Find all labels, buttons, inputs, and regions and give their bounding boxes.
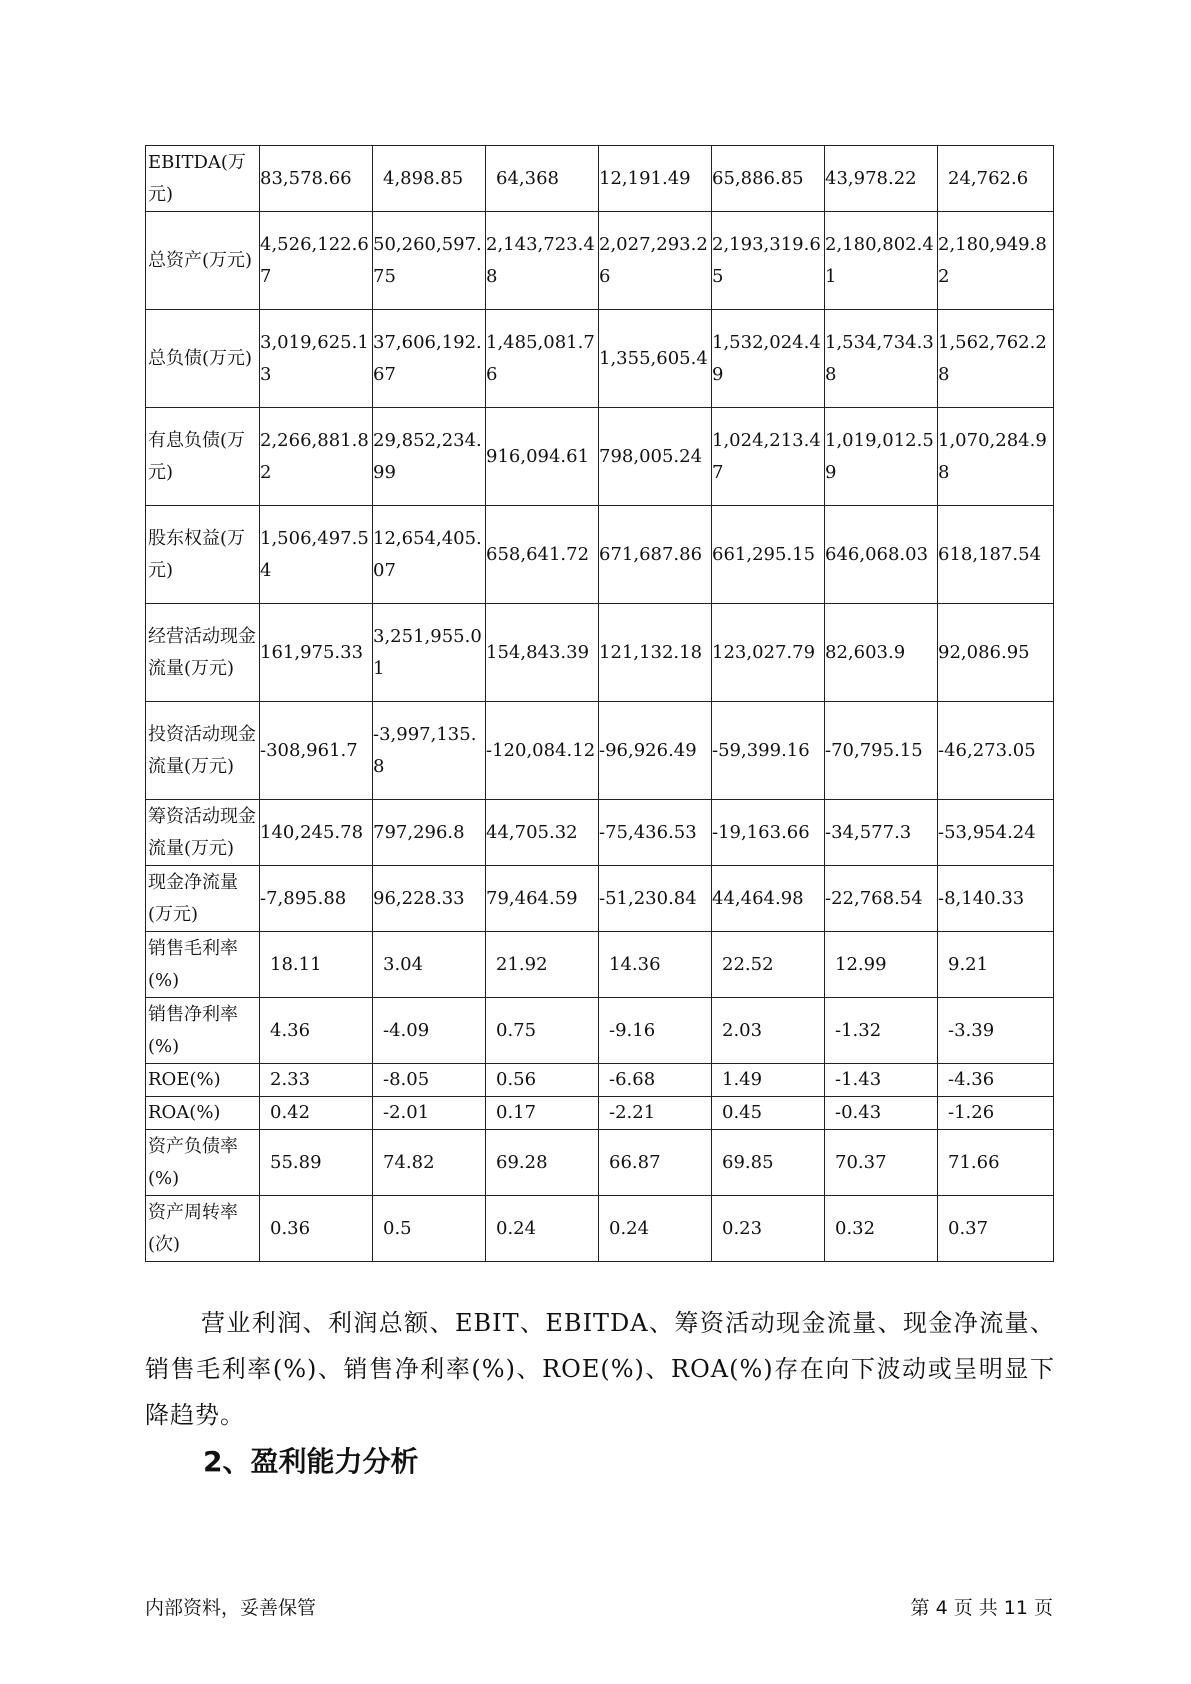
table-cell: 44,705.32	[486, 800, 599, 866]
row-label: 销售净利率(%)	[146, 998, 260, 1064]
table-cell: 0.56	[486, 1064, 599, 1097]
table-row	[146, 310, 1054, 408]
table-cell: 12.99	[825, 932, 938, 998]
table-cell: 92,086.95	[938, 604, 1054, 702]
table-cell: 2,193,319.65	[712, 212, 825, 310]
table-cell: -3,997,135.8	[373, 702, 486, 800]
table-cell: 82,603.9	[825, 604, 938, 702]
row-label: 经营活动现金流量(万元)	[146, 604, 260, 702]
table-cell: 12,654,405.07	[373, 506, 486, 604]
table-cell: 1,070,284.98	[938, 408, 1054, 506]
table-cell: 154,843.39	[486, 604, 599, 702]
row-label: 现金净流量(万元)	[146, 866, 260, 932]
table-cell: 12,191.49	[599, 146, 712, 212]
table-cell: 2,266,881.82	[260, 408, 373, 506]
table-cell: -19,163.66	[712, 800, 825, 866]
row-label: 资产负债率(%)	[146, 1130, 260, 1196]
table-cell: 0.42	[260, 1097, 373, 1130]
table-row	[146, 866, 1054, 932]
row-label: 筹资活动现金流量(万元)	[146, 800, 260, 866]
table-cell: 3,019,625.13	[260, 310, 373, 408]
footer-page-number: 第 4 页 共 11 页	[910, 1597, 1053, 1619]
table-cell: -22,768.54	[825, 866, 938, 932]
table-cell: 83,578.66	[260, 146, 373, 212]
table-row	[146, 408, 1054, 506]
table-cell: 0.5	[373, 1196, 486, 1262]
table-cell: 1,355,605.4	[599, 310, 712, 408]
row-label: 总资产(万元)	[146, 212, 260, 310]
table-cell: -46,273.05	[938, 702, 1054, 800]
table-cell: 0.24	[486, 1196, 599, 1262]
table-cell: 618,187.54	[938, 506, 1054, 604]
table-cell: 69.28	[486, 1130, 599, 1196]
table-cell: 0.37	[938, 1196, 1054, 1262]
table-cell: 658,641.72	[486, 506, 599, 604]
table-cell: 70.37	[825, 1130, 938, 1196]
table-cell: -8,140.33	[938, 866, 1054, 932]
table-cell: 0.24	[599, 1196, 712, 1262]
row-label: 投资活动现金流量(万元)	[146, 702, 260, 800]
table-cell: -34,577.3	[825, 800, 938, 866]
table-row	[146, 702, 1054, 800]
table-cell: 0.32	[825, 1196, 938, 1262]
table-cell: 2,180,802.41	[825, 212, 938, 310]
table-cell: 1,534,734.38	[825, 310, 938, 408]
summary-paragraph: 营业利润、利润总额、EBIT、EBITDA、筹资活动现金流量、现金净流量、销售毛利率(%)、销售净利率(%)、ROE(%)、ROA(%)存在向下波动或呈明显下降趋势。	[145, 1309, 1055, 1429]
table-cell: 140,245.78	[260, 800, 373, 866]
table-cell: 65,886.85	[712, 146, 825, 212]
table-row	[146, 800, 1054, 866]
row-label: 总负债(万元)	[146, 310, 260, 408]
table-cell: 916,094.61	[486, 408, 599, 506]
financial-indicator-table	[145, 145, 1054, 1262]
table-cell: 2,180,949.82	[938, 212, 1054, 310]
table-cell: -7,895.88	[260, 866, 373, 932]
table-cell: -120,084.12	[486, 702, 599, 800]
table-cell: 69.85	[712, 1130, 825, 1196]
table-cell: 1,485,081.76	[486, 310, 599, 408]
table-cell: 64,368	[486, 146, 599, 212]
table-row	[146, 506, 1054, 604]
row-label: 销售毛利率(%)	[146, 932, 260, 998]
table-cell: -59,399.16	[712, 702, 825, 800]
row-label: 资产周转率(次)	[146, 1196, 260, 1262]
table-body	[146, 146, 1054, 1262]
table-cell: -2.21	[599, 1097, 712, 1130]
table-cell: 96,228.33	[373, 866, 486, 932]
table-cell: 43,978.22	[825, 146, 938, 212]
table-row	[146, 146, 1054, 212]
table-cell: 4.36	[260, 998, 373, 1064]
row-label: EBITDA(万元)	[146, 146, 260, 212]
table-cell: 1,024,213.47	[712, 408, 825, 506]
table-cell: 0.75	[486, 998, 599, 1064]
table-cell: 9.21	[938, 932, 1054, 998]
table-cell: 121,132.18	[599, 604, 712, 702]
table-row	[146, 604, 1054, 702]
footer-confidential-note: 内部资料，妥善保管	[145, 1597, 317, 1619]
table-cell: -51,230.84	[599, 866, 712, 932]
table-cell: -1.43	[825, 1064, 938, 1097]
table-cell: 24,762.6	[938, 146, 1054, 212]
table-cell: -9.16	[599, 998, 712, 1064]
table-cell: -75,436.53	[599, 800, 712, 866]
table-cell: -6.68	[599, 1064, 712, 1097]
table-cell: -4.09	[373, 998, 486, 1064]
table-cell: 3,251,955.01	[373, 604, 486, 702]
table-cell: 0.23	[712, 1196, 825, 1262]
table-row	[146, 212, 1054, 310]
table-cell: 1.49	[712, 1064, 825, 1097]
table-cell: 50,260,597.75	[373, 212, 486, 310]
table-cell: 2,027,293.26	[599, 212, 712, 310]
table-cell: 646,068.03	[825, 506, 938, 604]
table-cell: 1,506,497.54	[260, 506, 373, 604]
table-cell: 1,532,024.49	[712, 310, 825, 408]
row-label: ROA(%)	[146, 1097, 260, 1130]
row-label: 股东权益(万元)	[146, 506, 260, 604]
table-cell: -8.05	[373, 1064, 486, 1097]
table-cell: 79,464.59	[486, 866, 599, 932]
table-cell: 1,019,012.59	[825, 408, 938, 506]
table-cell: 671,687.86	[599, 506, 712, 604]
table-cell: 0.17	[486, 1097, 599, 1130]
table-cell: 797,296.8	[373, 800, 486, 866]
table-cell: 14.36	[599, 932, 712, 998]
table-cell: -3.39	[938, 998, 1054, 1064]
table-cell: -4.36	[938, 1064, 1054, 1097]
table-row	[146, 1064, 1054, 1097]
table-cell: -96,926.49	[599, 702, 712, 800]
table-cell: -53,954.24	[938, 800, 1054, 866]
table-cell: 18.11	[260, 932, 373, 998]
table-cell: 3.04	[373, 932, 486, 998]
table-row	[146, 998, 1054, 1064]
table-row	[146, 1196, 1054, 1262]
table-cell: 0.36	[260, 1196, 373, 1262]
table-cell: -308,961.7	[260, 702, 373, 800]
table-cell: 55.89	[260, 1130, 373, 1196]
row-label: 有息负债(万元)	[146, 408, 260, 506]
table-cell: 74.82	[373, 1130, 486, 1196]
table-row	[146, 1097, 1054, 1130]
table-cell: -0.43	[825, 1097, 938, 1130]
table-cell: -2.01	[373, 1097, 486, 1130]
table-cell: 2,143,723.48	[486, 212, 599, 310]
table-row	[146, 932, 1054, 998]
table-cell: 2.33	[260, 1064, 373, 1097]
table-cell: 66.87	[599, 1130, 712, 1196]
table-cell: 37,606,192.67	[373, 310, 486, 408]
table-cell: 22.52	[712, 932, 825, 998]
table-cell: -1.26	[938, 1097, 1054, 1130]
table-cell: 661,295.15	[712, 506, 825, 604]
table-cell: 1,562,762.28	[938, 310, 1054, 408]
table-cell: 798,005.24	[599, 408, 712, 506]
table-cell: 4,898.85	[373, 146, 486, 212]
table-cell: 29,852,234.99	[373, 408, 486, 506]
table-cell: 44,464.98	[712, 866, 825, 932]
table-cell: 123,027.79	[712, 604, 825, 702]
table-cell: 21.92	[486, 932, 599, 998]
table-cell: 161,975.33	[260, 604, 373, 702]
table-cell: 4,526,122.67	[260, 212, 373, 310]
table-cell: -70,795.15	[825, 702, 938, 800]
section-heading: 2、盈利能力分析	[203, 1445, 419, 1478]
row-label: ROE(%)	[146, 1064, 260, 1097]
table-cell: 0.45	[712, 1097, 825, 1130]
table-cell: 71.66	[938, 1130, 1054, 1196]
table-row	[146, 1130, 1054, 1196]
table-cell: -1.32	[825, 998, 938, 1064]
table-cell: 2.03	[712, 998, 825, 1064]
